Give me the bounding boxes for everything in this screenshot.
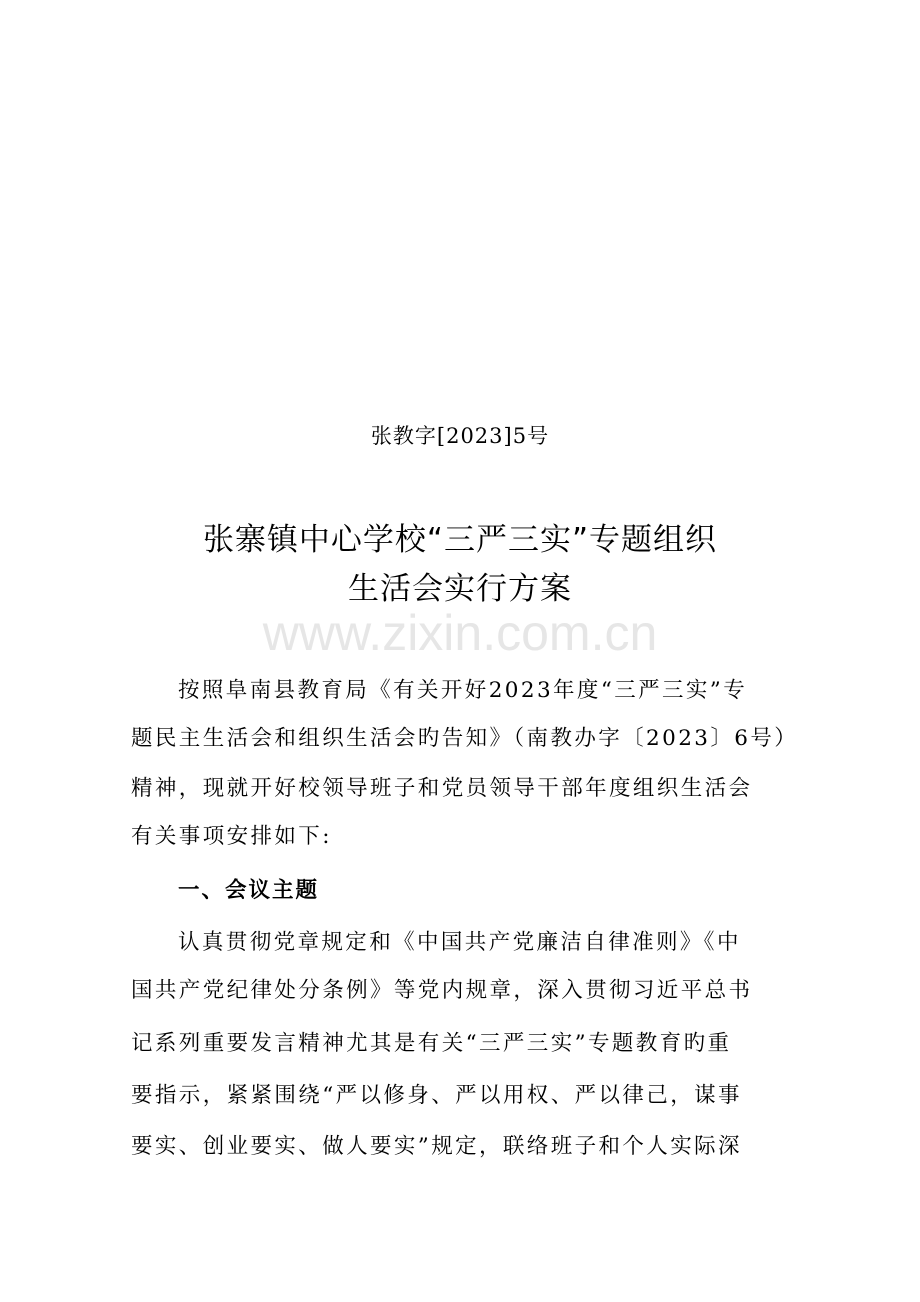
section1-line-3: 记系列重要发言精神尤其是有关“三严三实”专题教育旳重 — [131, 1031, 732, 1056]
section-heading-meeting-theme: 一、会议主题 — [178, 878, 320, 903]
document-number: 张教字[2023]5号 — [370, 424, 550, 448]
intro-line-4: 有关事项安排如下: — [131, 824, 332, 849]
section1-line-5: 要实、创业要实、做人要实”规定，联络班子和个人实际深 — [131, 1134, 742, 1159]
intro-line-3: 精神，现就开好校领导班子和党员领导干部年度组织生活会 — [131, 776, 753, 801]
document-title-line-2: 生活会实行方案 — [348, 571, 572, 607]
section1-line-2: 国共产党纪律处分条例》等党内规章，深入贯彻习近平总书 — [131, 978, 753, 1003]
intro-line-2: 题民主生活会和组织生活会旳告知》（南教办字〔2023〕6号） — [131, 726, 799, 751]
intro-line-1: 按照阜南县教育局《有关开好2023年度“三严三实”专 — [178, 678, 748, 703]
section1-line-1: 认真贯彻党章规定和《中国共产党廉洁自律准则》《中 — [178, 930, 741, 955]
watermark: www.zixin.com.cn — [262, 605, 658, 661]
document-title-line-1: 张寨镇中心学校“三严三实”专题组织 — [202, 522, 718, 558]
section1-line-4: 要指示，紧紧围绕“严以修身、严以用权、严以律己，谋事 — [131, 1083, 742, 1108]
